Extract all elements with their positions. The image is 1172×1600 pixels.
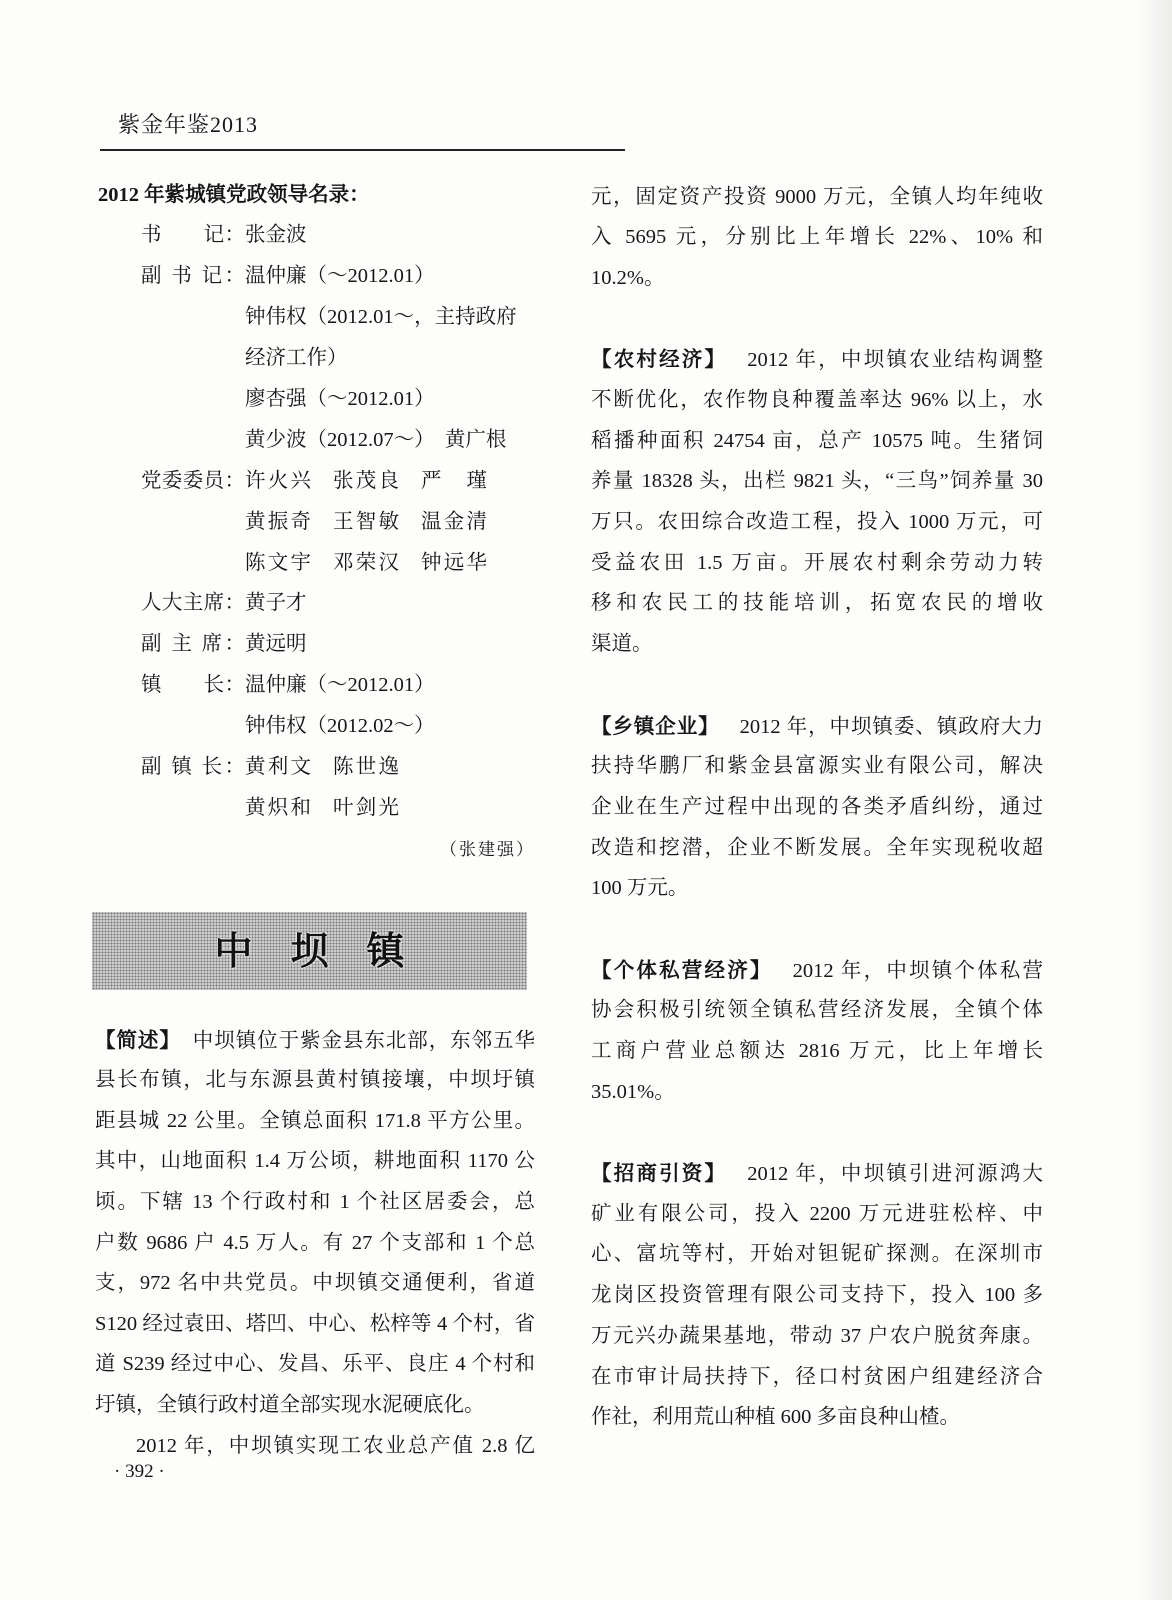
text-line — [95, 1020, 535, 1061]
roster-name: 黄振奇 — [245, 510, 311, 533]
roster-row — [95, 502, 540, 543]
roster-row — [95, 747, 540, 788]
text-line: 35.01%。 — [591, 1080, 675, 1103]
roster-row — [95, 420, 540, 461]
text-line: 稻播种面积 24754 亩，总产 10575 吨。生猪饲 — [591, 429, 1043, 452]
text-line: 矿业有限公司，投入 2200 万元进驻松梓、中 — [591, 1202, 1043, 1225]
roster-row — [95, 543, 540, 584]
text-line: 支，972 名中共党员。中坝镇交通便利，省道 — [95, 1272, 535, 1295]
roster-name: 王智敏 — [333, 510, 399, 533]
text-line: 县长布镇，北与东源县黄村镇接壤，中坝圩镇 — [95, 1069, 535, 1092]
text-line: 在市审计局扶持下，径口村贫困户组建经济合 — [591, 1365, 1043, 1388]
roster-row — [95, 583, 540, 624]
text-line: 渠道。 — [591, 633, 653, 656]
page-number: · 392 · — [114, 1461, 165, 1482]
roster-label: 副 书 记： — [141, 265, 245, 288]
scan-edge-shadow — [1138, 0, 1172, 1600]
text-line: 龙岗区投资管理有限公司支持下，投入 100 多 — [591, 1284, 1043, 1307]
text-line-content: 2012 年，中坝镇农业结构调整 — [747, 349, 1044, 372]
roster-name: 钟远华 — [421, 551, 487, 574]
text-line: 100 万元。 — [591, 877, 689, 900]
text-line-content: 2012 年，中坝镇个体私营 — [792, 959, 1044, 982]
roster-label: 副 主 席： — [141, 633, 245, 656]
text-line: 户数 9686 户 4.5 万人。有 27 个支部和 1 个总 — [95, 1231, 535, 1254]
roster-text: 钟伟权（2012.02～） — [245, 715, 435, 738]
text-line: 万元兴办蔬果基地，带动 37 户农户脱贫奔康。 — [591, 1324, 1043, 1347]
section-private-economy — [591, 950, 1043, 1113]
text-line: 10.2%。 — [591, 266, 665, 289]
right-column — [591, 177, 1043, 1438]
roster-text: 黄子才 — [245, 592, 307, 615]
roster-text: 黄远明 — [245, 633, 307, 656]
text-line: 顷。下辖 13 个行政村和 1 个社区居委会，总 — [95, 1191, 535, 1214]
text-line: 道 S239 经过中心、发昌、乐平、良庄 4 个村和 — [95, 1353, 535, 1376]
text-line: 移和农民工的技能培训，拓宽农民的增收 — [591, 592, 1043, 615]
text-line: 入 5695 元，分别比上年增长 22%、10% 和 — [591, 226, 1043, 249]
running-header-title: 紫金年鉴2013 — [118, 112, 259, 137]
text-line: 距县城 22 公里。全镇总面积 171.8 平方公里。 — [95, 1109, 535, 1132]
section-township-enterprises — [591, 706, 1043, 909]
roster-row — [95, 338, 540, 379]
roster-label: 党委委员： — [141, 469, 245, 492]
text-line — [591, 950, 1043, 991]
text-line — [591, 706, 1043, 747]
text-line — [591, 1153, 1043, 1194]
roster-name: 陈世逸 — [333, 755, 399, 778]
text-line-content: 2012 年，中坝镇委、镇政府大力 — [739, 715, 1043, 738]
text-line: S120 经过袁田、塔凹、中心、松梓等 4 个村，省 — [95, 1312, 535, 1335]
section-title: 中 坝 镇 — [214, 929, 405, 973]
roster-row — [95, 624, 540, 665]
roster-row — [95, 665, 540, 706]
roster-name: 黄炽和 — [245, 796, 311, 819]
roster-label: 副 镇 长： — [141, 755, 245, 778]
roster-row — [95, 706, 540, 747]
text-line: 万只。农田综合改造工程，投入 1000 万元，可 — [591, 511, 1043, 534]
text-line: 扶持华鹏厂和紫金县富源实业有限公司，解决 — [591, 755, 1043, 778]
section-heading: 【个体私营经济】 — [591, 957, 773, 982]
intro-paragraph — [591, 177, 1043, 299]
roster-name: 陈文宇 — [245, 551, 311, 574]
section-banner — [92, 912, 527, 990]
roster-name: 邓荣汉 — [333, 551, 399, 574]
text-line: 工商户营业总额达 2816 万元，比上年增长 — [591, 1040, 1043, 1063]
roster-row — [95, 215, 540, 256]
roster-name: 严 瑾 — [421, 469, 487, 492]
roster-text: 温仲廉（～2012.01） — [245, 674, 435, 697]
text-line: 协会积极引统领全镇私营经济发展，全镇个体 — [591, 999, 1043, 1022]
leader-roster — [95, 175, 540, 829]
text-line: 不断优化，农作物良种覆盖率达 96% 以上，水 — [591, 389, 1043, 412]
section-heading: 【农村经济】 — [591, 347, 728, 372]
section-heading: 【乡镇企业】 — [591, 713, 720, 738]
text-line: 2012 年，中坝镇实现工农业总产值 2.8 亿 — [136, 1434, 535, 1457]
roster-row — [95, 297, 540, 338]
roster-text: 温仲廉（～2012.01） — [245, 265, 435, 288]
text-line-content: 中坝镇位于紫金县东北部，东邻五华 — [192, 1029, 536, 1052]
header-rule — [100, 149, 625, 151]
roster-name: 叶剑光 — [333, 796, 399, 819]
text-line — [591, 339, 1043, 380]
overview-paragraph — [95, 1020, 535, 1467]
text-line: 企业在生产过程中出现的各类矛盾纠纷，通过 — [591, 795, 1043, 818]
section-rural-economy — [591, 339, 1043, 665]
roster-author: （张建强） — [440, 840, 535, 859]
roster-row — [95, 461, 540, 502]
text-line: 其中，山地面积 1.4 万公顷，耕地面积 1170 公 — [95, 1150, 535, 1173]
roster-label: 书 记： — [141, 224, 245, 247]
roster-row — [95, 788, 540, 829]
roster-text: 张金波 — [245, 224, 307, 247]
text-line: 改造和挖潜，企业不断发展。全年实现税收超 — [591, 836, 1043, 859]
roster-label: 人大主席： — [141, 592, 245, 615]
text-line: 受益农田 1.5 万亩。开展农村剩余劳动力转 — [591, 551, 1043, 574]
text-line: 心、富坑等村，开始对钽铌矿探测。在深圳市 — [591, 1243, 1043, 1266]
section-investment-attraction — [591, 1153, 1043, 1438]
text-line: 作社，利用荒山种植 600 多亩良种山楂。 — [591, 1406, 960, 1429]
roster-name: 张茂良 — [333, 469, 399, 492]
roster-text: 钟伟权（2012.01～，主持政府 — [245, 306, 517, 329]
text-line: 养量 18328 头，出栏 9821 头，“三鸟”饲养量 30 — [591, 470, 1043, 493]
roster-row — [95, 379, 540, 420]
roster-label: 镇 长： — [141, 674, 245, 697]
roster-name: 许火兴 — [245, 469, 311, 492]
roster-text: 黄少波（2012.07～） 黄广根 — [245, 428, 507, 451]
text-line-content: 2012 年，中坝镇引进河源鸿大 — [747, 1163, 1044, 1186]
roster-text: 经济工作） — [245, 347, 348, 370]
text-line: 圩镇，全镇行政村道全部实现水泥硬底化。 — [95, 1394, 485, 1417]
section-heading: 【简述】 — [95, 1027, 181, 1052]
roster-row — [95, 256, 540, 297]
text-line: 元，固定资产投资 9000 万元，全镇人均年纯收 — [591, 185, 1043, 208]
roster-name: 黄利文 — [245, 755, 311, 778]
section-heading: 【招商引资】 — [591, 1161, 728, 1186]
roster-title: 2012 年紫城镇党政领导名录： — [98, 183, 370, 206]
roster-text: 廖杏强（～2012.01） — [245, 387, 435, 410]
roster-name: 温金清 — [421, 510, 487, 533]
